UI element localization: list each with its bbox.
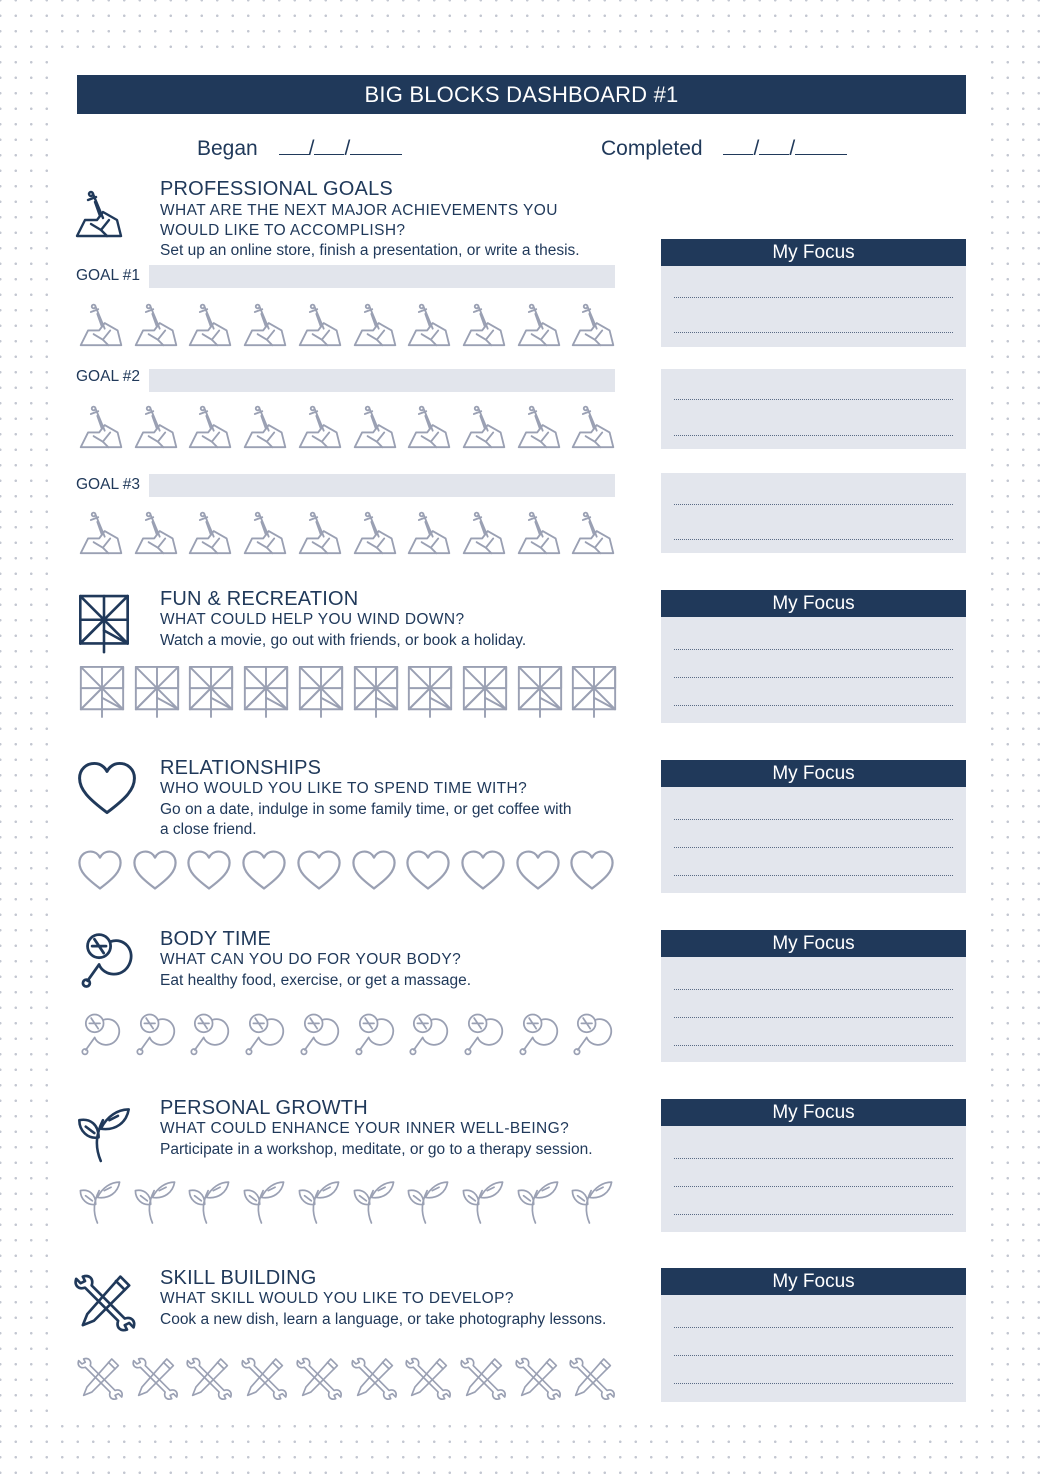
skill-question: WHAT SKILL WOULD YOU LIKE TO DEVELOP? bbox=[160, 1290, 514, 1307]
heart-icon[interactable] bbox=[351, 849, 397, 891]
relationships-tracker bbox=[77, 849, 617, 905]
goal-2-label: GOAL #2 bbox=[76, 368, 141, 385]
massage-roller-icon[interactable] bbox=[241, 1010, 287, 1058]
focus-line bbox=[674, 297, 953, 298]
pinwheel-icon[interactable] bbox=[186, 663, 236, 719]
skill-tracker bbox=[77, 1354, 617, 1410]
pencil-wrench-icon[interactable] bbox=[569, 1354, 617, 1402]
began-year-field[interactable] bbox=[350, 140, 402, 155]
pinwheel-icon bbox=[76, 590, 132, 656]
sword-in-stone-icon[interactable] bbox=[351, 298, 399, 350]
professional-example: Set up an online store, finish a presentation, or write a thesis. bbox=[160, 242, 580, 259]
pinwheel-icon[interactable] bbox=[77, 663, 127, 719]
sword-in-stone-icon[interactable] bbox=[515, 506, 563, 558]
sword-in-stone-icon[interactable] bbox=[241, 506, 289, 558]
pinwheel-icon[interactable] bbox=[241, 663, 291, 719]
completed-month-field[interactable] bbox=[759, 140, 789, 155]
heart-icon[interactable] bbox=[405, 849, 451, 891]
fun-focus-box[interactable] bbox=[661, 590, 966, 723]
focus-line bbox=[674, 847, 953, 848]
focus-line bbox=[674, 1214, 953, 1215]
heart-icon[interactable] bbox=[186, 849, 232, 891]
relationships-title: RELATIONSHIPS bbox=[160, 757, 322, 779]
relationships-example-1: Go on a date, indulge in some family time, or get coffee with bbox=[160, 801, 572, 818]
sword-in-stone-icon[interactable] bbox=[351, 400, 399, 452]
completed-date: Completed / / bbox=[601, 137, 847, 161]
began-day-field[interactable] bbox=[279, 140, 309, 155]
sprout-icon[interactable] bbox=[405, 1173, 451, 1227]
sprout-icon[interactable] bbox=[241, 1173, 287, 1227]
body-title: BODY TIME bbox=[160, 928, 272, 950]
sword-in-stone-icon[interactable] bbox=[296, 400, 344, 452]
focus-heading: My Focus bbox=[661, 1268, 966, 1295]
skill-example: Cook a new dish, learn a language, or take photography lessons. bbox=[160, 1311, 607, 1328]
focus-line bbox=[674, 399, 953, 400]
sword-in-stone-icon[interactable] bbox=[77, 298, 125, 350]
massage-roller-icon[interactable] bbox=[77, 1010, 123, 1058]
focus-line bbox=[674, 1017, 953, 1018]
sword-in-stone-icon[interactable] bbox=[460, 400, 508, 452]
sword-in-stone-icon[interactable] bbox=[515, 400, 563, 452]
massage-roller-icon[interactable] bbox=[515, 1010, 561, 1058]
goal-3-label: GOAL #3 bbox=[76, 476, 141, 493]
sword-in-stone-icon[interactable] bbox=[186, 298, 234, 350]
massage-roller-icon[interactable] bbox=[132, 1010, 178, 1058]
massage-roller-icon[interactable] bbox=[405, 1010, 451, 1058]
pencil-wrench-icon[interactable] bbox=[241, 1354, 289, 1402]
relationships-focus-box[interactable] bbox=[661, 760, 966, 893]
sword-in-stone-icon[interactable] bbox=[241, 400, 289, 452]
sword-in-stone-icon bbox=[73, 176, 125, 250]
sword-in-stone-icon[interactable] bbox=[405, 506, 453, 558]
relationships-question: WHO WOULD YOU LIKE TO SPEND TIME WITH? bbox=[160, 780, 528, 797]
sword-in-stone-icon[interactable] bbox=[296, 506, 344, 558]
heart-icon bbox=[76, 760, 138, 816]
sword-in-stone-icon[interactable] bbox=[405, 298, 453, 350]
pencil-wrench-icon bbox=[74, 1270, 138, 1334]
professional-focus-box-1[interactable] bbox=[661, 239, 966, 347]
growth-focus-box[interactable] bbox=[661, 1099, 966, 1232]
focus-line bbox=[674, 875, 953, 876]
sword-in-stone-icon[interactable] bbox=[132, 506, 180, 558]
relationships-example-2: a close friend. bbox=[160, 821, 257, 838]
pencil-wrench-icon[interactable] bbox=[351, 1354, 399, 1402]
focus-line bbox=[674, 705, 953, 706]
professional-goal-1-tracker bbox=[77, 298, 617, 354]
sword-in-stone-icon[interactable] bbox=[405, 400, 453, 452]
sword-in-stone-icon[interactable] bbox=[186, 506, 234, 558]
goal-2-input[interactable] bbox=[149, 369, 615, 392]
professional-focus-box-3[interactable] bbox=[661, 473, 966, 553]
pinwheel-icon[interactable] bbox=[569, 663, 619, 719]
heart-icon[interactable] bbox=[569, 849, 615, 891]
focus-line bbox=[674, 1355, 953, 1356]
sword-in-stone-icon[interactable] bbox=[515, 298, 563, 350]
completed-year-field[interactable] bbox=[795, 140, 847, 155]
sword-in-stone-icon[interactable] bbox=[569, 298, 617, 350]
focus-heading: My Focus bbox=[661, 590, 966, 617]
professional-focus-box-2[interactable] bbox=[661, 369, 966, 449]
page-title: BIG BLOCKS DASHBOARD #1 bbox=[77, 75, 966, 114]
sprout-icon[interactable] bbox=[515, 1173, 561, 1227]
pinwheel-icon[interactable] bbox=[460, 663, 510, 719]
pinwheel-icon[interactable] bbox=[296, 663, 346, 719]
pencil-wrench-icon[interactable] bbox=[460, 1354, 508, 1402]
heart-icon[interactable] bbox=[515, 849, 561, 891]
sword-in-stone-icon[interactable] bbox=[569, 400, 617, 452]
sprout-icon[interactable] bbox=[132, 1173, 178, 1227]
massage-roller-icon bbox=[76, 928, 136, 992]
completed-day-field[interactable] bbox=[723, 140, 753, 155]
massage-roller-icon[interactable] bbox=[351, 1010, 397, 1058]
sprout-icon[interactable] bbox=[460, 1173, 506, 1227]
pinwheel-icon[interactable] bbox=[132, 663, 182, 719]
professional-goal-3-tracker bbox=[77, 506, 617, 562]
body-tracker bbox=[77, 1010, 617, 1066]
body-example: Eat healthy food, exercise, or get a massage. bbox=[160, 972, 472, 989]
sword-in-stone-icon[interactable] bbox=[132, 298, 180, 350]
focus-heading: My Focus bbox=[661, 239, 966, 266]
focus-line bbox=[674, 539, 953, 540]
pencil-wrench-icon[interactable] bbox=[77, 1354, 125, 1402]
pencil-wrench-icon[interactable] bbox=[186, 1354, 234, 1402]
body-question: WHAT CAN YOU DO FOR YOUR BODY? bbox=[160, 951, 462, 968]
massage-roller-icon[interactable] bbox=[569, 1010, 615, 1058]
heart-icon[interactable] bbox=[241, 849, 287, 891]
goal-3-input[interactable] bbox=[149, 474, 615, 497]
fun-tracker bbox=[77, 663, 617, 719]
focus-line bbox=[674, 1158, 953, 1159]
focus-heading: My Focus bbox=[661, 760, 966, 787]
focus-line bbox=[674, 332, 953, 333]
professional-goal-2-tracker bbox=[77, 400, 617, 456]
sword-in-stone-icon[interactable] bbox=[460, 298, 508, 350]
completed-label: Completed bbox=[601, 137, 703, 160]
focus-heading: My Focus bbox=[661, 1099, 966, 1126]
growth-title: PERSONAL GROWTH bbox=[160, 1097, 368, 1119]
focus-line bbox=[674, 1383, 953, 1384]
sprout-icon[interactable] bbox=[296, 1173, 342, 1227]
skill-title: SKILL BUILDING bbox=[160, 1267, 317, 1289]
fun-example: Watch a movie, go out with friends, or book a holiday. bbox=[160, 632, 527, 649]
focus-line bbox=[674, 989, 953, 990]
skill-focus-box[interactable] bbox=[661, 1268, 966, 1402]
pencil-wrench-icon[interactable] bbox=[296, 1354, 344, 1402]
goal-1-label: GOAL #1 bbox=[76, 267, 141, 284]
began-label: Began bbox=[197, 137, 258, 160]
sprout-icon bbox=[75, 1097, 133, 1167]
goal-1-input[interactable] bbox=[149, 265, 615, 288]
heart-icon[interactable] bbox=[77, 849, 123, 891]
fun-title: FUN & RECREATION bbox=[160, 588, 359, 610]
heart-icon[interactable] bbox=[460, 849, 506, 891]
focus-line bbox=[674, 504, 953, 505]
professional-question-2: WOULD LIKE TO ACCOMPLISH? bbox=[160, 222, 406, 239]
heart-icon[interactable] bbox=[296, 849, 342, 891]
professional-title: PROFESSIONAL GOALS bbox=[160, 178, 393, 200]
began-date: Began / / bbox=[197, 137, 402, 161]
sprout-icon[interactable] bbox=[569, 1173, 615, 1227]
focus-line bbox=[674, 677, 953, 678]
heart-icon[interactable] bbox=[132, 849, 178, 891]
growth-question: WHAT COULD ENHANCE YOUR INNER WELL-BEING? bbox=[160, 1120, 570, 1137]
began-month-field[interactable] bbox=[314, 140, 344, 155]
focus-line bbox=[674, 649, 953, 650]
pinwheel-icon[interactable] bbox=[515, 663, 565, 719]
focus-line bbox=[674, 435, 953, 436]
pencil-wrench-icon[interactable] bbox=[515, 1354, 563, 1402]
focus-line bbox=[674, 819, 953, 820]
growth-tracker bbox=[77, 1173, 617, 1229]
focus-line bbox=[674, 1186, 953, 1187]
focus-heading: My Focus bbox=[661, 930, 966, 957]
professional-question-1: WHAT ARE THE NEXT MAJOR ACHIEVEMENTS YOU bbox=[160, 202, 558, 219]
massage-roller-icon[interactable] bbox=[186, 1010, 232, 1058]
pinwheel-icon[interactable] bbox=[405, 663, 455, 719]
sprout-icon[interactable] bbox=[351, 1173, 397, 1227]
sprout-icon[interactable] bbox=[77, 1173, 123, 1227]
massage-roller-icon[interactable] bbox=[296, 1010, 342, 1058]
sword-in-stone-icon[interactable] bbox=[296, 298, 344, 350]
sword-in-stone-icon[interactable] bbox=[186, 400, 234, 452]
sword-in-stone-icon[interactable] bbox=[77, 400, 125, 452]
growth-example: Participate in a workshop, meditate, or go to a therapy session. bbox=[160, 1141, 593, 1158]
sword-in-stone-icon[interactable] bbox=[569, 506, 617, 558]
focus-line bbox=[674, 1045, 953, 1046]
sword-in-stone-icon[interactable] bbox=[77, 506, 125, 558]
pencil-wrench-icon[interactable] bbox=[405, 1354, 453, 1402]
focus-line bbox=[674, 1327, 953, 1328]
massage-roller-icon[interactable] bbox=[460, 1010, 506, 1058]
sword-in-stone-icon[interactable] bbox=[241, 298, 289, 350]
pinwheel-icon[interactable] bbox=[351, 663, 401, 719]
body-focus-box[interactable] bbox=[661, 930, 966, 1062]
sprout-icon[interactable] bbox=[186, 1173, 232, 1227]
fun-question: WHAT COULD HELP YOU WIND DOWN? bbox=[160, 611, 465, 628]
sword-in-stone-icon[interactable] bbox=[460, 506, 508, 558]
sword-in-stone-icon[interactable] bbox=[351, 506, 399, 558]
pencil-wrench-icon[interactable] bbox=[132, 1354, 180, 1402]
sword-in-stone-icon[interactable] bbox=[132, 400, 180, 452]
